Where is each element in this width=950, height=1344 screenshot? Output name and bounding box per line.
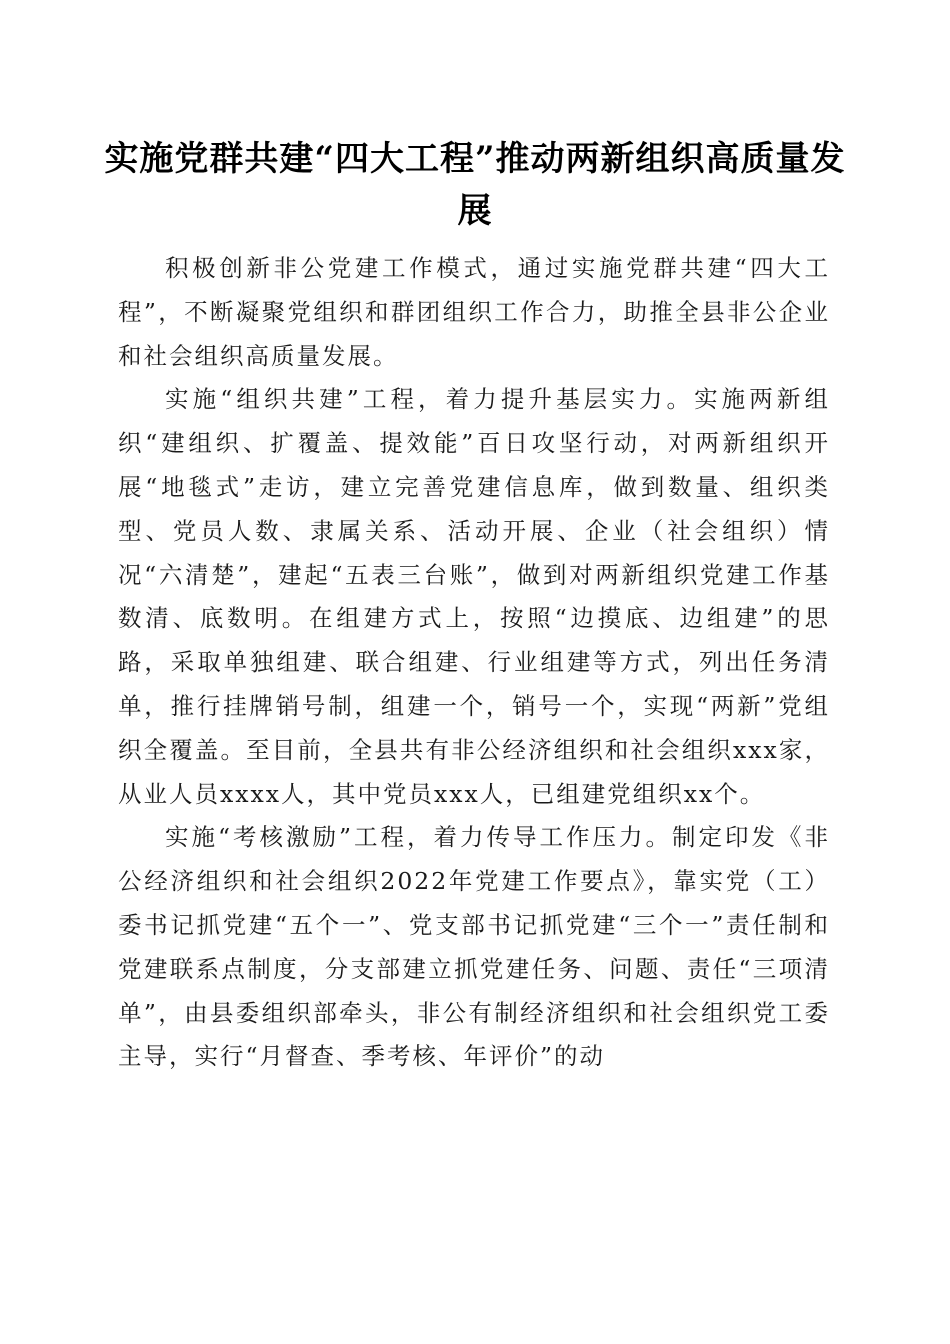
document-title: 实施党群共建“四大工程”推动两新组织高质量发展 xyxy=(104,139,846,231)
paragraph-organization-building: 实施“组织共建”工程，着力提升基层实力。实施两新组织“建组织、扩覆盖、提效能”百日攻坚行动，对两新组织开展“地毯式”走访，建立完善党建信息库，做到数量、组织类型、党员人数、隶属关系、活动开展、企业（社会组织）情况“六清楚”，建起“五表三台账”，做到对两新组织党建工作基数清、底数明。在组建方式上，按照“边摸底、边组建”的思路，采取单独组建、联合组建、行业组建等方式，列出任务清单，推行挂牌销号制，组建一个，销号一个，实现“两新”党组织全覆盖。至目前，全县共有非公经济组织和社会组织xxx家，从业人员xxxx人，其中党员xxx人，已组建党组织xx个。 xyxy=(118,385,830,808)
paragraph-assessment-incentive: 实施“考核激励”工程，着力传导工作压力。制定印发《非公经济组织和社会组织2022年党建工作要点》，靠实党（工）委书记抓党建“五个一”、党支部书记抓党建“三个一”责任制和党建联系点制度，分支部建立抓党建任务、问题、责任“三项清单”，由县委组织部牵头，非公有制经济组织和社会组织党工委主导，实行“月督查、季考核、年评价”的动 xyxy=(118,823,830,1071)
document-body xyxy=(118,247,830,1079)
paragraph-intro: 积极创新非公党建工作模式，通过实施党群共建“四大工程”，不断凝聚党组织和群团组织工作合力，助推全县非公企业和社会组织高质量发展。 xyxy=(118,254,830,370)
